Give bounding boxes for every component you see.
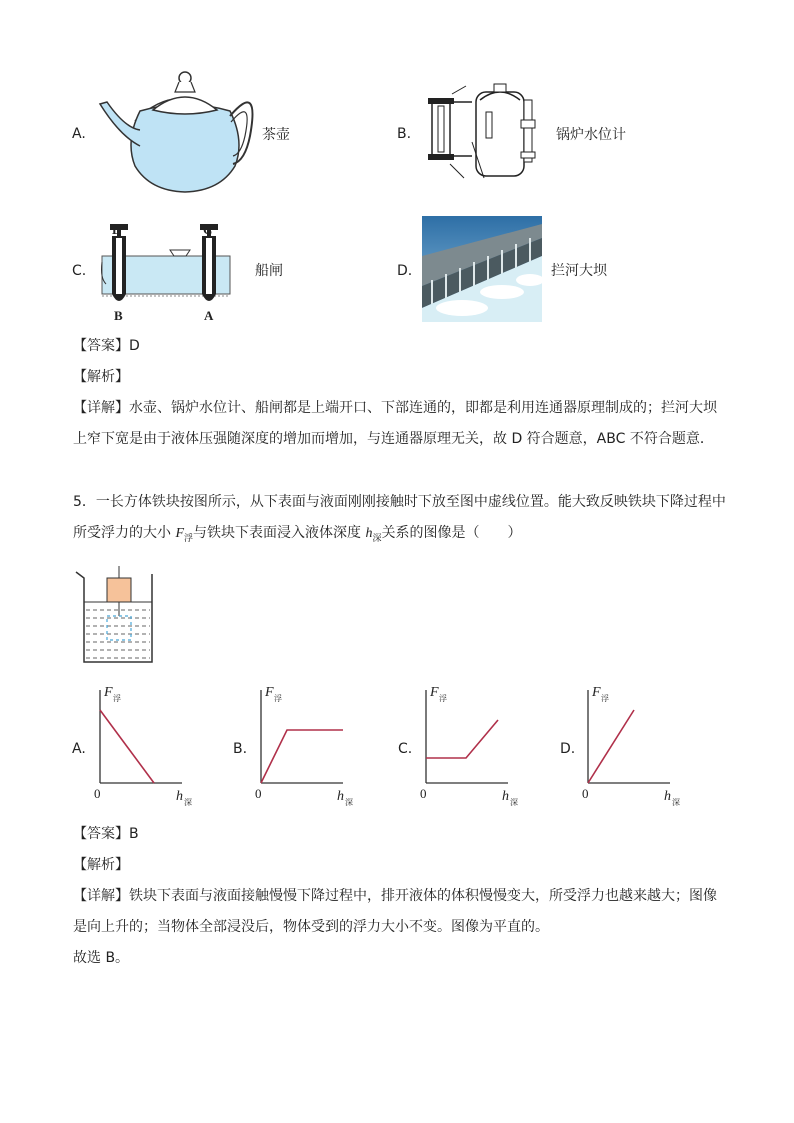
- graph-option-d: [560, 680, 685, 810]
- y-axis-subscript: 浮: [274, 694, 282, 703]
- x-axis-subscript: 深: [345, 798, 353, 807]
- graph-letter: A.: [72, 741, 86, 757]
- graph-option-a: [72, 680, 197, 810]
- graph-line: [261, 730, 343, 783]
- option-d-label: 拦河大坝: [551, 263, 607, 279]
- valve-label-a: A: [204, 308, 214, 322]
- graph-line: [100, 710, 154, 783]
- force-symbol: F: [175, 526, 185, 541]
- q5-answer: 【答案】B: [73, 826, 139, 842]
- q4-analysis-heading: 【解析】: [73, 369, 129, 385]
- option-d-letter: D.: [397, 263, 413, 279]
- ship-lock-illustration: [98, 218, 238, 322]
- y-axis-label: F: [430, 685, 439, 700]
- option-c-label: 船闸: [255, 263, 283, 279]
- valve-label-b: B: [114, 308, 123, 322]
- y-axis-subscript: 浮: [439, 694, 447, 703]
- force-subscript: 浮: [184, 533, 194, 544]
- x-axis-subscript: 深: [510, 798, 518, 807]
- q5-stem: [73, 487, 726, 555]
- gate-label-d: D: [112, 222, 122, 237]
- graph-letter: C.: [398, 741, 413, 757]
- y-axis-subscript: 浮: [113, 694, 121, 703]
- y-axis-subscript: 浮: [601, 694, 609, 703]
- graph-letter: D.: [560, 741, 576, 757]
- q5-detail-line2: 是向上升的；当物体全部浸没后，物体受到的浮力大小不变。图像为平直的。: [73, 919, 549, 935]
- q5-analysis-heading: 【解析】: [73, 857, 129, 873]
- teapot-illustration: [95, 66, 255, 196]
- q5-stem-line2: 所受浮力的大小 $F_浮$与铁块下表面浸入液体深度 $h_深$关系的图像是（ ）: [73, 525, 522, 544]
- x-axis-label: h: [664, 789, 671, 804]
- q5-stem-line1: 5．一长方体铁块按图所示，从下表面与液面刚刚接触时下放至图中虚线位置。能大致反映铁块下降过程中: [73, 494, 726, 510]
- q5-detail-line1: 【详解】铁块下表面与液面接触慢慢下降过程中，排开液体的体积慢慢变大，所受浮力也越来越大；图像: [73, 888, 717, 904]
- y-axis-label: F: [104, 685, 113, 700]
- q4-detail-line2: 上窄下宽是由于液体压强随深度的增加而增加，与连通器原理无关，故 D 符合题意，ABC 不符合题意．: [73, 431, 714, 447]
- graph-option-c: [398, 680, 523, 810]
- q4-detail-line1: 【详解】水壶、锅炉水位计、船闸都是上端开口、下部连通的，即都是利用连通器原理制成的；拦河大坝: [73, 400, 717, 416]
- option-b-letter: B.: [397, 126, 412, 142]
- depth-subscript: 深: [372, 533, 382, 544]
- depth-symbol: h: [365, 526, 373, 541]
- option-c-letter: C.: [72, 263, 87, 279]
- origin-label: 0: [420, 786, 427, 801]
- boiler-gauge-illustration: [424, 82, 549, 182]
- q5-solution: [73, 819, 723, 974]
- beaker-figure: [74, 566, 158, 666]
- graph-letter: B.: [233, 741, 248, 757]
- graph-option-b: [233, 680, 358, 810]
- x-axis-label: h: [176, 789, 183, 804]
- y-axis-label: F: [265, 685, 274, 700]
- graph-line: [588, 710, 634, 783]
- graph-line: [426, 720, 498, 758]
- q4-solution: [73, 331, 723, 455]
- x-axis-label: h: [502, 789, 509, 804]
- dam-photo: [422, 216, 542, 322]
- option-a-letter: A.: [72, 126, 86, 142]
- q5-conclusion: 故选 B。: [73, 950, 130, 966]
- gate-label-c: C: [203, 222, 213, 237]
- option-b-label: 锅炉水位计: [556, 127, 626, 143]
- x-axis-subscript: 深: [184, 798, 192, 807]
- origin-label: 0: [582, 786, 589, 801]
- y-axis-label: F: [592, 685, 601, 700]
- x-axis-subscript: 深: [672, 798, 680, 807]
- q4-answer: 【答案】D: [73, 338, 140, 354]
- origin-label: 0: [94, 786, 101, 801]
- option-a-label: 茶壶: [262, 127, 290, 143]
- x-axis-label: h: [337, 789, 344, 804]
- origin-label: 0: [255, 786, 262, 801]
